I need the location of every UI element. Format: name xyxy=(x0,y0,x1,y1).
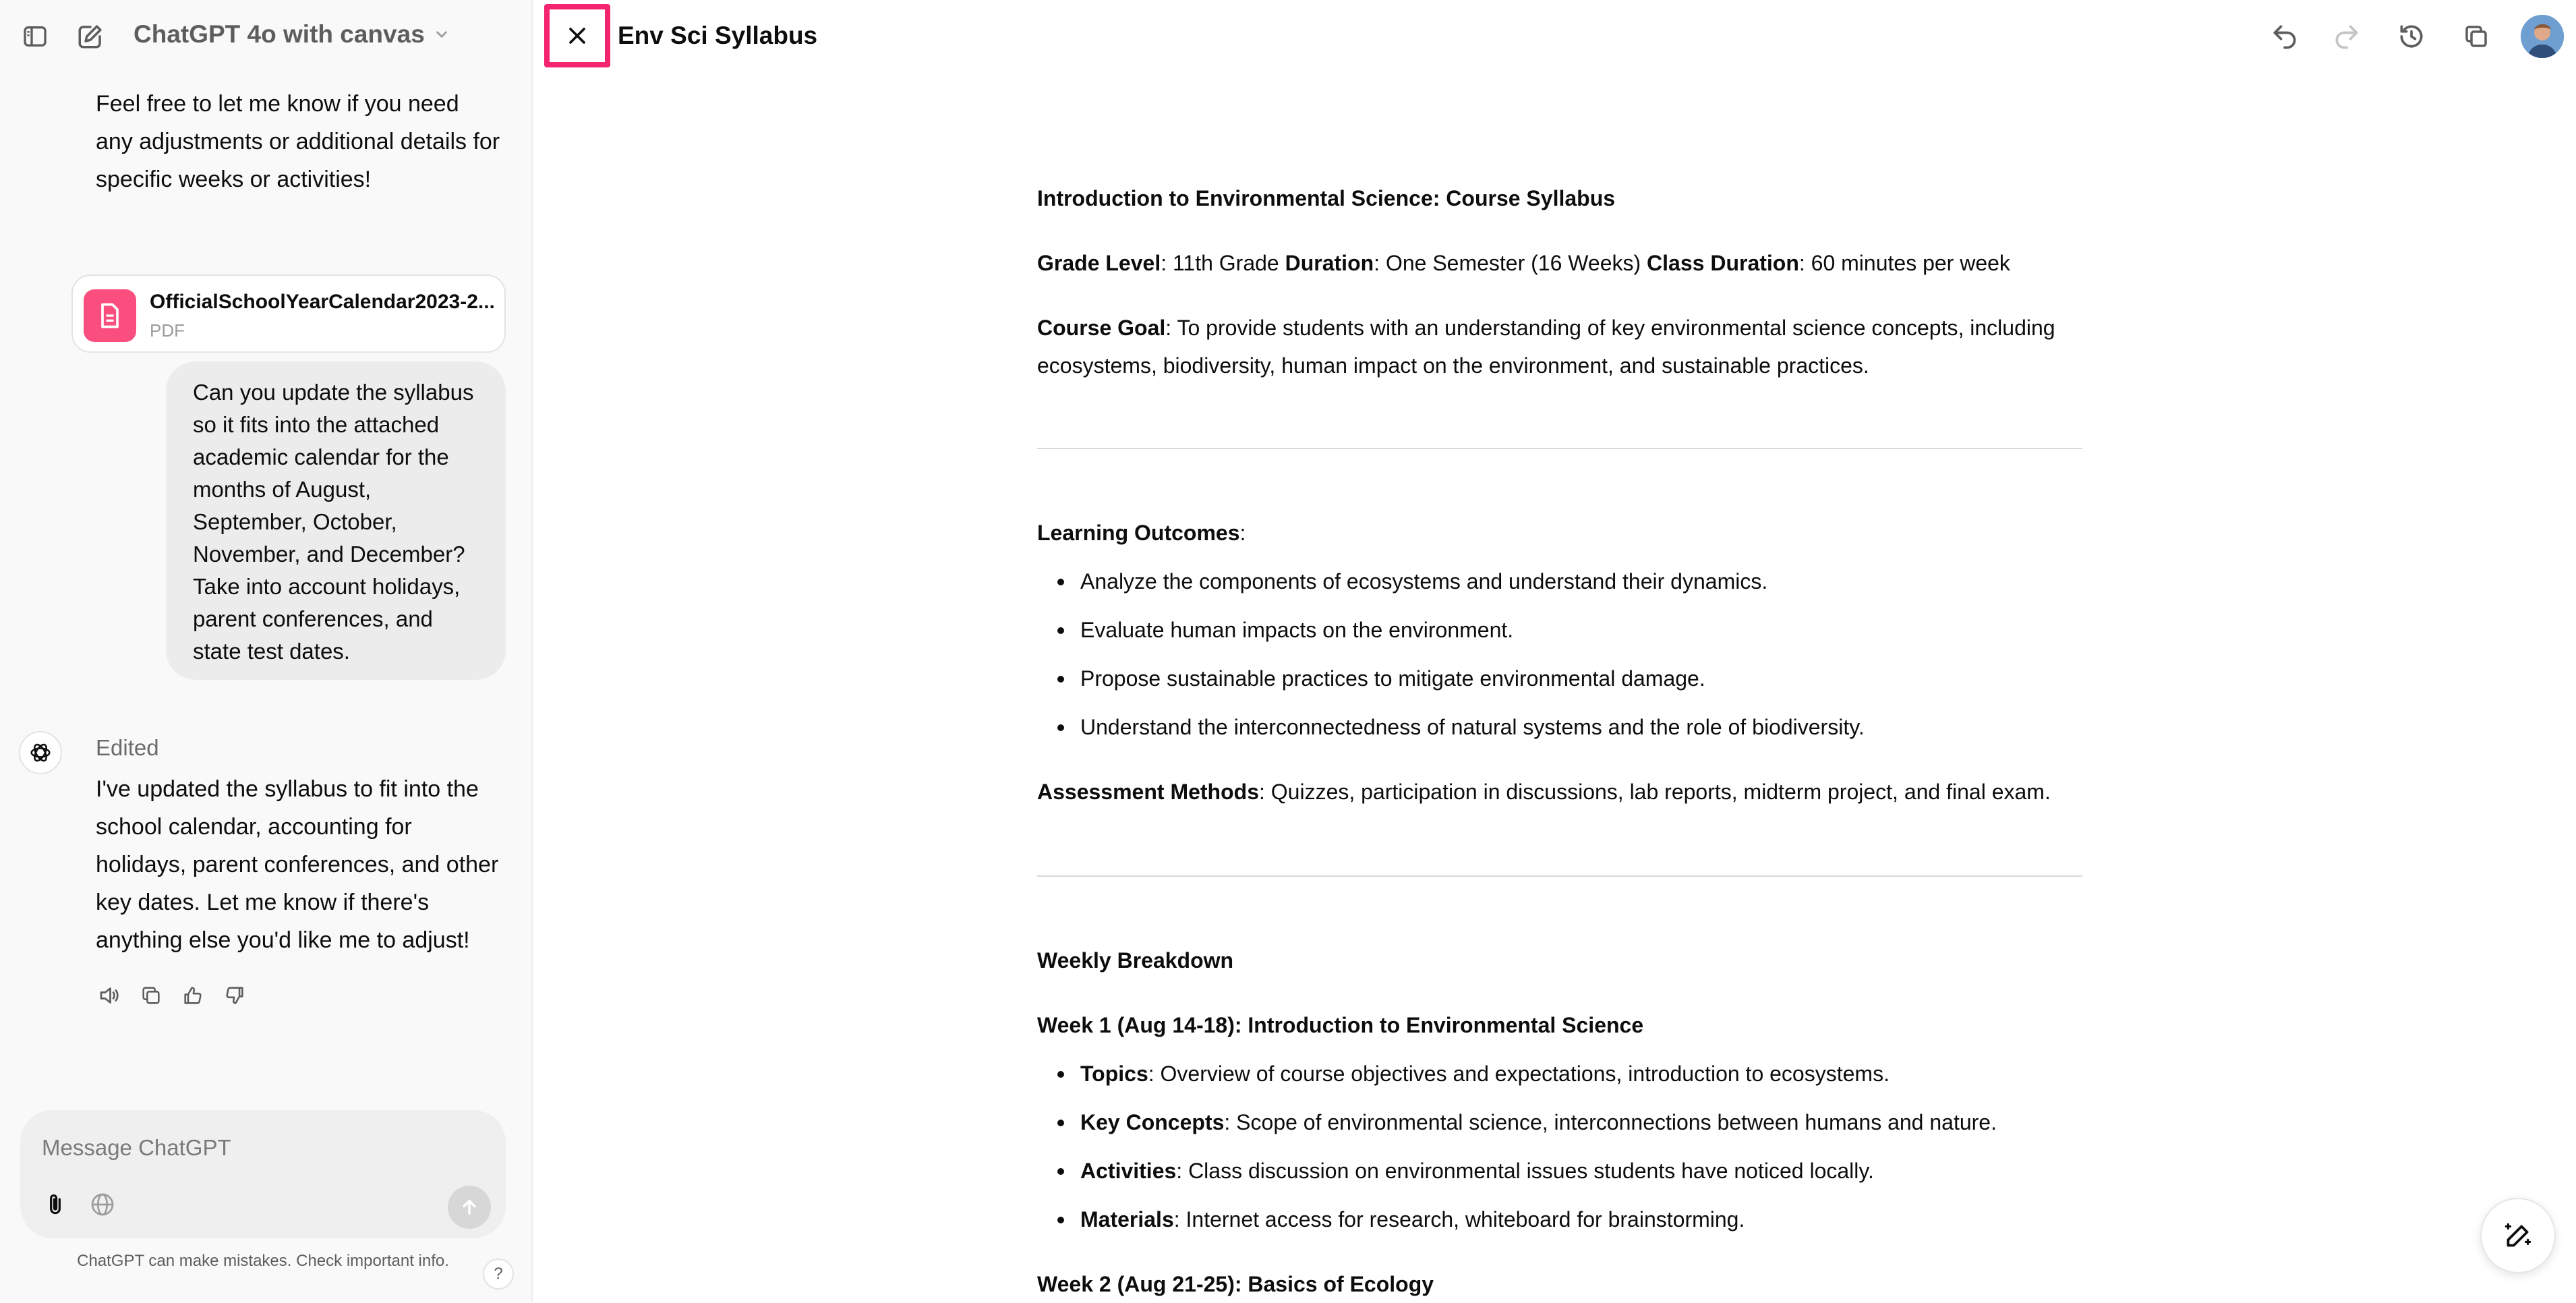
sidebar-icon xyxy=(20,23,50,50)
undo-button[interactable] xyxy=(2268,20,2301,53)
thumbs-down-button[interactable] xyxy=(221,982,248,1009)
version-history-button[interactable] xyxy=(2395,20,2428,53)
message-composer xyxy=(20,1110,506,1238)
course-goal-line-2: ecosystems, biodiversity, human impact on the environment, and sustainable practices. xyxy=(1037,353,1869,378)
openai-logo-icon xyxy=(27,739,54,766)
week-1-title: Week 1 (Aug 14-18): Introduction to Environmental Science xyxy=(1037,1013,1644,1037)
divider xyxy=(1037,875,2082,877)
globe-icon xyxy=(89,1191,116,1218)
edit-suggestions-button[interactable] xyxy=(2480,1198,2556,1273)
assistant-reply: I've updated the syllabus to fit into the school calendar, accounting for holidays, parent conferences, and other key dates. Let me know if there's anything else you'd like me to adjust! xyxy=(96,776,499,953)
model-name-label: ChatGPT 4o with canvas xyxy=(134,20,425,48)
thumbs-up-button[interactable] xyxy=(179,982,206,1009)
outcome-item: Analyze the components of ecosystems and understand their dynamics. xyxy=(1080,562,1767,600)
thumbs-down-icon xyxy=(223,984,246,1007)
week-1-item-text: : Overview of course objectives and expectations, introduction to ecosystems. xyxy=(1148,1062,1890,1086)
duration-value: : One Semester (16 Weeks) xyxy=(1374,251,1647,275)
pdf-file-icon xyxy=(84,289,136,342)
assessment-methods-label: Assessment Methods xyxy=(1037,780,1259,804)
class-duration-label: Class Duration xyxy=(1647,251,1799,275)
week-1-item xyxy=(1080,1200,1745,1238)
attach-button[interactable] xyxy=(36,1186,74,1223)
redo-icon xyxy=(2332,22,2362,51)
learning-outcomes-label: Learning Outcomes xyxy=(1037,521,1240,545)
learning-outcomes-colon: : xyxy=(1239,521,1246,545)
learning-outcomes-heading xyxy=(1037,514,1246,552)
week-1-item-label: Key Concepts xyxy=(1080,1110,1225,1134)
course-goal-line-1 xyxy=(1037,309,2055,347)
outcome-item: Propose sustainable practices to mitigate environmental damage. xyxy=(1080,660,1705,697)
assessment-methods-value: : Quizzes, participation in discussions, lab reports, midterm project, and final exam. xyxy=(1258,780,2051,804)
redo-button[interactable] xyxy=(2331,20,2363,53)
read-aloud-button[interactable] xyxy=(96,982,123,1009)
undo-icon xyxy=(2270,22,2300,51)
course-goal-label: Course Goal xyxy=(1037,316,1166,340)
web-search-button[interactable] xyxy=(84,1186,121,1223)
assistant-message-intro: Feel free to let me know if you need any adjustments or additional details for specific weeks or activities! xyxy=(96,91,500,192)
week-1-item-label: Topics xyxy=(1080,1062,1148,1086)
week-1-item-label: Activities xyxy=(1080,1159,1177,1183)
attachment-card[interactable] xyxy=(71,274,506,353)
week-2-title: Week 2 (Aug 21-25): Basics of Ecology xyxy=(1037,1272,1434,1296)
edited-label: Edited xyxy=(96,735,159,760)
help-button[interactable]: ? xyxy=(483,1258,514,1290)
duration-label: Duration xyxy=(1285,251,1374,275)
copy-document-button[interactable] xyxy=(2460,20,2492,53)
paperclip-icon xyxy=(42,1192,68,1217)
thumbs-up-icon xyxy=(181,984,204,1007)
sidebar-header xyxy=(0,0,533,73)
new-chat-button[interactable] xyxy=(74,20,107,53)
divider xyxy=(1037,448,2082,449)
toggle-sidebar-button[interactable] xyxy=(19,22,51,51)
week-1-item xyxy=(1080,1055,1890,1093)
close-icon xyxy=(564,22,591,49)
attachment-type: PDF xyxy=(150,320,185,341)
disclaimer-text: ChatGPT can make mistakes. Check important info. xyxy=(77,1252,449,1270)
grade-level-value: : 11th Grade xyxy=(1161,251,1285,275)
outcome-item: Evaluate human impacts on the environment. xyxy=(1080,611,1513,649)
message-actions xyxy=(96,982,248,1009)
speaker-icon xyxy=(97,983,121,1008)
user-photo xyxy=(2521,15,2564,58)
history-icon xyxy=(2397,22,2426,51)
week-1-item xyxy=(1080,1103,1997,1141)
week-1-item-label: Materials xyxy=(1080,1207,1174,1232)
syllabus-heading: Introduction to Environmental Science: Course Syllabus xyxy=(1037,186,1616,210)
chat-sidebar xyxy=(0,0,533,1302)
weekly-breakdown-heading: Weekly Breakdown xyxy=(1037,948,1234,973)
course-meta-line xyxy=(1037,244,2010,282)
class-duration-value: : 60 minutes per week xyxy=(1798,251,2010,275)
grade-level-label: Grade Level xyxy=(1037,251,1161,275)
close-canvas-button[interactable] xyxy=(544,4,610,67)
week-1-item-text: : Scope of environmental science, interconnections between humans and nature. xyxy=(1224,1110,1997,1134)
user-avatar[interactable] xyxy=(2521,15,2564,58)
canvas-title: Env Sci Syllabus xyxy=(618,22,818,49)
send-button[interactable] xyxy=(448,1186,491,1229)
week-1-item xyxy=(1080,1152,1874,1190)
assistant-avatar xyxy=(19,731,62,774)
copy-icon xyxy=(2462,22,2490,51)
user-message: Can you update the syllabus so it fits into the attached academic calendar for the months of August, September, October, November, and December? Take into account holidays, parent conferences, and state test dates. xyxy=(166,361,506,680)
week-1-item-text: : Class discussion on environmental issues students have noticed locally. xyxy=(1176,1159,1874,1183)
copy-button[interactable] xyxy=(138,982,165,1009)
assessment-methods-line xyxy=(1037,773,2051,811)
message-input[interactable] xyxy=(40,1130,475,1165)
course-goal-text: : To provide students with an understanding of key environmental science concepts, including xyxy=(1165,316,2055,340)
edit-icon xyxy=(76,22,105,51)
model-selector[interactable] xyxy=(134,20,450,49)
copy-icon xyxy=(140,984,163,1007)
chevron-down-icon xyxy=(433,26,450,43)
attachment-name: OfficialSchoolYearCalendar2023-2... xyxy=(150,291,495,313)
pencil-sparkle-icon xyxy=(2501,1219,2535,1252)
outcome-item: Understand the interconnectedness of natural systems and the role of biodiversity. xyxy=(1080,708,1865,746)
arrow-up-icon xyxy=(459,1196,480,1218)
week-1-item-text: : Internet access for research, whiteboard for brainstorming. xyxy=(1173,1207,1745,1232)
